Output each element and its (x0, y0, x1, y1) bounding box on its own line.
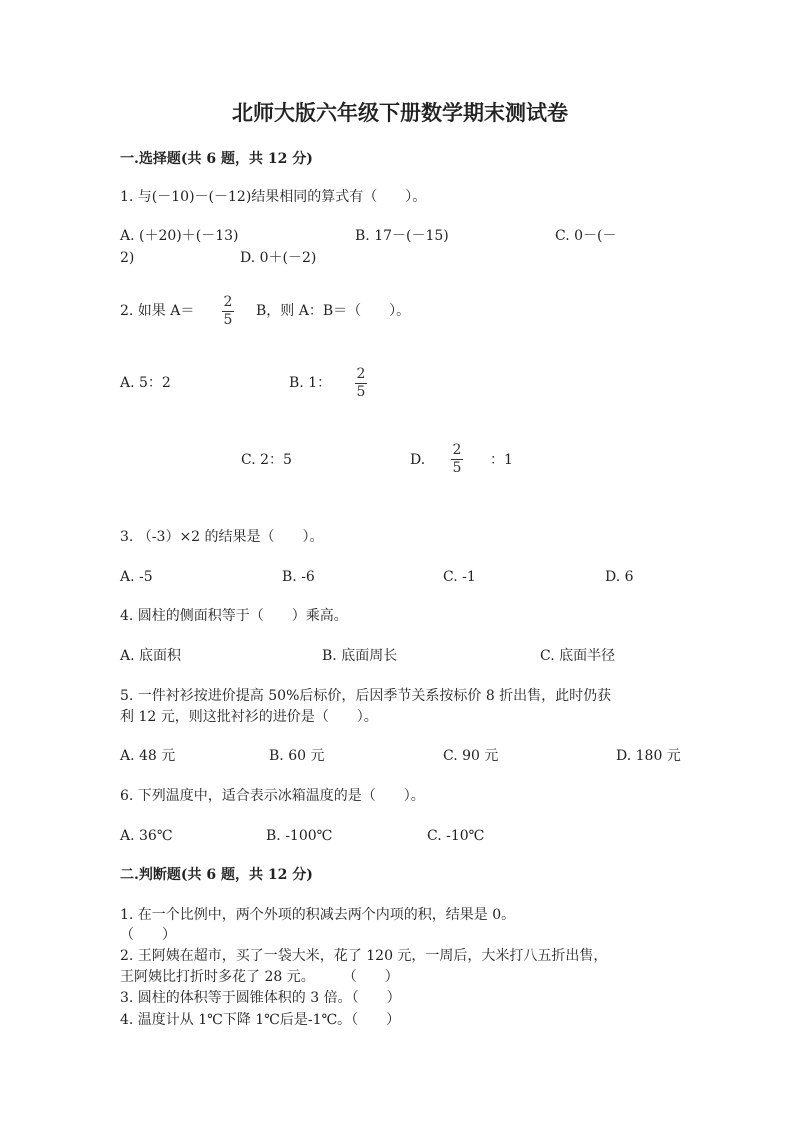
judgement-line-2: 2. 王阿姨在超市，买了一袋大米，花了 120 元，一周后，大米打八五折出售， (120, 948, 608, 964)
judgement-line-1-bracket: （ ） (120, 927, 176, 943)
judgement-line-2-cont: 王阿姨比打折时多花了 28 元。 （ ） (120, 969, 399, 985)
question-5-option-d: D. 180 元 (616, 748, 681, 764)
fraction-numerator: 2 (223, 294, 233, 310)
question-4-stem: 4. 圆柱的侧面积等于（ ）乘高。 (120, 608, 348, 624)
question-4-option-c: C. 底面半径 (540, 648, 616, 664)
judgement-line-4: 4. 温度计从 1℃下降 1℃后是-1℃。（ ） (120, 1012, 401, 1028)
question-6-stem: 6. 下列温度中，适合表示冰箱温度的是（ ）。 (120, 788, 425, 804)
question-3-option-d: D. 6 (605, 569, 634, 585)
fraction-denominator: 5 (452, 460, 462, 476)
question-2-option-a: A. 5：2 (120, 375, 171, 391)
section-heading-judgement: 二.判断题(共 6 题，共 12 分) (120, 867, 313, 883)
question-2-stem-end: B，则 A：B＝（ ）。 (256, 303, 411, 319)
judgement-line-3: 3. 圆柱的体积等于圆锥体积的 3 倍。（ ） (120, 990, 401, 1006)
question-2-option-b: B. 1： (289, 375, 332, 391)
fraction-denominator: 5 (356, 384, 366, 400)
question-3-option-b: B. -6 (282, 569, 315, 585)
judgement-line-1: 1. 在一个比例中，两个外项的积减去两个内项的积，结果是 0。 (120, 907, 516, 923)
question-1-stem: 1. 与(－10)－(－12)结果相同的算式有（ ）。 (120, 189, 427, 205)
question-5-option-b: B. 60 元 (269, 748, 325, 764)
question-4-option-b: B. 底面周长 (322, 648, 398, 664)
question-2-option-b-fraction (354, 367, 368, 400)
question-6-option-a: A. 36℃ (120, 828, 173, 844)
fraction-numerator: 2 (356, 366, 366, 382)
question-4-option-a: A. 底面积 (120, 648, 182, 664)
question-1-option-c: C. 0－(－ (555, 228, 617, 244)
question-6-option-c: C. -10℃ (427, 828, 485, 844)
question-1-option-d: D. 0＋(－2) (240, 250, 317, 266)
question-3-stem: 3. （-3）×2 的结果是（ ）。 (120, 529, 324, 545)
question-2-option-d-suffix: ：1 (490, 452, 513, 468)
question-3-option-a: A. -5 (120, 569, 153, 585)
question-5-stem-line2: 利 12 元，则这批衬衫的进价是（ ）。 (120, 709, 378, 725)
question-1-option-c-wrap: 2) (120, 250, 135, 266)
question-2-option-d-fraction (450, 443, 464, 476)
question-5-stem-line1: 5. 一件衬衫按进价提高 50%后标价，后因季节关系按标价 8 折出售，此时仍获 (120, 688, 612, 704)
question-6-option-b: B. -100℃ (266, 828, 333, 844)
fraction-numerator: 2 (452, 442, 462, 458)
fraction-denominator: 5 (223, 312, 233, 328)
section-heading-choice: 一.选择题(共 6 题，共 12 分) (120, 151, 313, 167)
question-1-option-a: A. (＋20)＋(－13) (120, 228, 239, 244)
question-2-option-d: D. (410, 452, 426, 468)
question-3-option-c: C. -1 (443, 569, 476, 585)
question-5-option-a: A. 48 元 (120, 748, 176, 764)
question-2-fraction (221, 295, 235, 328)
question-2-option-c: C. 2：5 (241, 452, 292, 468)
question-5-option-c: C. 90 元 (443, 748, 499, 764)
page-title: 北师大版六年级下册数学期末测试卷 (232, 100, 568, 125)
question-1-option-b: B. 17－(－15) (355, 228, 449, 244)
question-2-stem-start: 2. 如果 A＝ (120, 303, 195, 319)
